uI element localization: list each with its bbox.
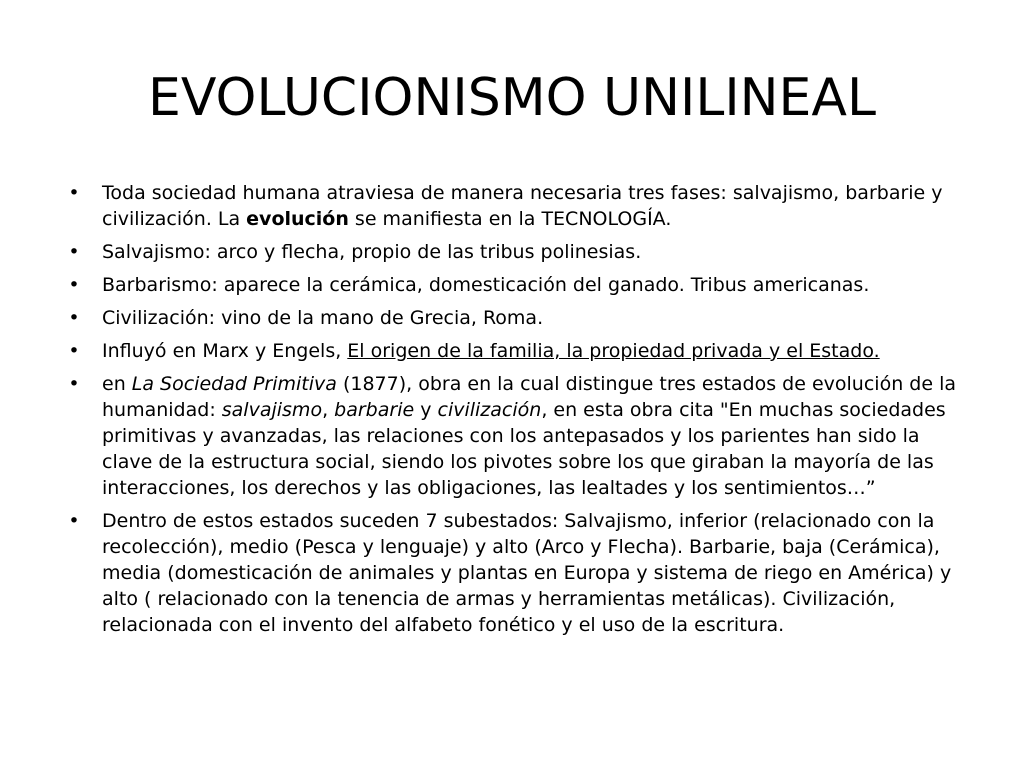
slide-title: EVOLUCIONISMO UNILINEAL: [148, 68, 876, 128]
bullet-list: [64, 180, 964, 645]
bullet-item-fases: [64, 180, 964, 232]
bullet-text: Influyó en Marx y Engels, El origen de la familia, la propiedad privada y el Estado.: [102, 340, 880, 362]
book-title-link: El origen de la familia, la propiedad privada y el Estado.: [347, 340, 880, 362]
bullet-dot: •: [68, 340, 80, 362]
bullet-dot: •: [68, 274, 80, 296]
book-title: La Sociedad Primitiva: [131, 373, 337, 395]
bullet-item-salvajismo: [64, 239, 964, 265]
bullet-dot: •: [68, 373, 80, 395]
bullet-text: Civilización: vino de la mano de Grecia, Roma.: [102, 307, 544, 329]
bullet-item-barbarismo: [64, 272, 964, 298]
bullet-text: Barbarismo: aparece la cerámica, domesticación del ganado. Tribus americanas.: [102, 274, 870, 296]
bullet-dot: •: [68, 307, 80, 329]
bullet-text: en La Sociedad Primitiva (1877), obra en la cual distingue tres estados de evolución de la humanidad: salvajismo, barbarie y civilización, en esta obra cita "En muchas sociedades primitivas y avanzadas, las relaciones con los antepasados y los parientes han sido la clave de la estructura social, siendo los pivotes sobre los que giraban la mayoría de las interacciones, los derechos y las obligaciones, las lealtades y los sentimientos…”: [102, 373, 956, 499]
bullet-item-civilizacion: [64, 305, 964, 331]
bullet-item-sociedad-primitiva: [64, 371, 964, 501]
bullet-dot: •: [68, 510, 80, 532]
bullet-dot: •: [68, 241, 80, 263]
bullet-item-marx-engels: [64, 338, 964, 364]
bullet-item-subestados: [64, 508, 964, 638]
bullet-dot: •: [68, 182, 80, 204]
bullet-text: Toda sociedad humana atraviesa de manera necesaria tres fases: salvajismo, barbarie y civilización. La evolución se manifiesta en la TECNOLOGÍA.: [102, 182, 943, 230]
bullet-text: Salvajismo: arco y flecha, propio de las tribus polinesias.: [102, 241, 642, 263]
bullet-text: Dentro de estos estados suceden 7 subestados: Salvajismo, inferior (relacionado con la recolección), medio (Pesca y lenguaje) y alto (Arco y Flecha). Barbarie, baja (Cerámica), media (domesticación de animales y plantas en Europa y sistema de riego en América) y alto ( relacionado con la tenencia de armas y herramientas metálicas). Civilización, relacionada con el invento del alfabeto fonético y el uso de la escritura.: [102, 510, 952, 636]
bold-term: evolución: [246, 208, 349, 230]
